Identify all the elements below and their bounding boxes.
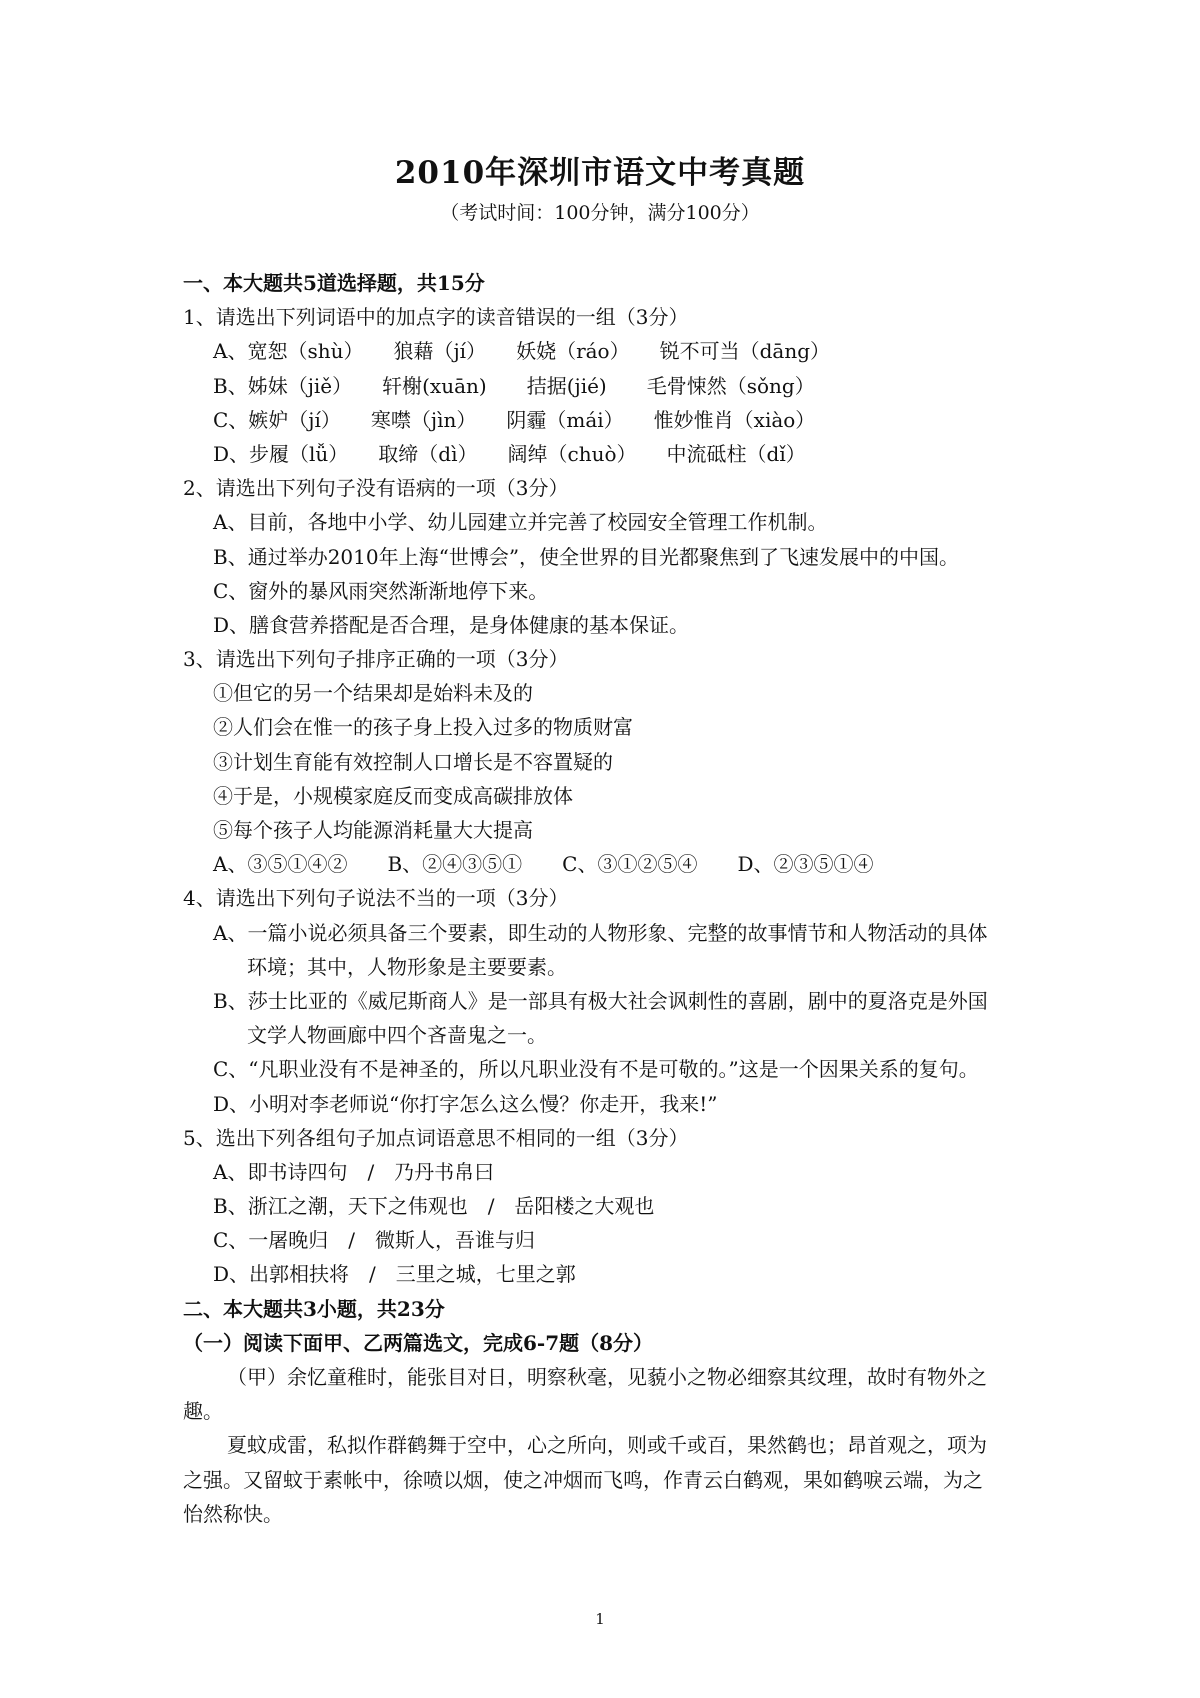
option-5b: B、浙江之潮，天下之伟观也 / 岳阳楼之大观也 xyxy=(213,1194,655,1219)
passage-para2-line3: 怡然称快。 xyxy=(183,1501,283,1526)
passage-para1-line2: 趣。 xyxy=(183,1399,223,1424)
passage-para1-line1: （甲）余忆童稚时，能张目对日，明察秋毫，见藐小之物必细察其纹理，故时有物外之 xyxy=(227,1365,987,1389)
passage-para2-line1: 夏蚊成雷，私拟作群鹤舞于空中，心之所向，则或千或百，果然鹤也；昂首观之，项为 xyxy=(227,1433,987,1458)
sentence-3-2: ②人们会在惟一的孩子身上投入过多的物质财富 xyxy=(213,715,633,740)
passage-para2-line2: 之强。又留蚊于素帐中，徐喷以烟，使之冲烟而飞鸣，作青云白鹤观，果如鹤唳云端，为之 xyxy=(183,1467,983,1492)
option-1a: A、宽恕（shù） 狼藉（jí） 妖娆（ráo） 锐不可当（dāng） xyxy=(213,339,831,364)
question-stem-3: 3、请选出下列句子排序正确的一项（3分） xyxy=(183,647,569,672)
sentence-3-3: ③计划生育能有效控制人口增长是不容置疑的 xyxy=(213,749,613,774)
option-1d: D、步履（lǚ） 取缔（dì） 阔绰（chuò） 中流砥柱（dǐ） xyxy=(213,441,806,466)
options-3: A、③⑤①④② B、②④③⑤① C、③①②⑤④ D、②③⑤①④ xyxy=(213,852,874,877)
exam-time-note: （考试时间：100分钟，满分100分） xyxy=(440,202,760,224)
option-4c: C、“凡职业没有不是神圣的，所以凡职业没有不是可敬的。”这是一个因果关系的复句。 xyxy=(213,1057,979,1082)
section-heading-1: 一、本大题共5道选择题，共15分 xyxy=(183,271,485,295)
subsection-heading-1: （一）阅读下面甲、乙两篇选文，完成6-7题（8分） xyxy=(183,1330,654,1355)
option-4a-line2: 环境；其中，人物形象是主要要素。 xyxy=(247,954,567,979)
option-2c: C、窗外的暴风雨突然渐渐地停下来。 xyxy=(213,578,549,603)
option-4b-line2: 文学人物画廊中四个吝啬鬼之一。 xyxy=(247,1023,547,1048)
option-5c: C、一屠晚归 / 微斯人，吾谁与归 xyxy=(213,1228,536,1253)
option-2a: A、目前，各地中小学、幼儿园建立并完善了校园安全管理工作机制。 xyxy=(213,510,828,535)
exam-body xyxy=(183,266,1033,1531)
section-heading-2: 二、本大题共3小题，共23分 xyxy=(183,1296,445,1321)
question-stem-2: 2、请选出下列句子没有语病的一项（3分） xyxy=(183,476,569,501)
sentence-3-5: ⑤每个孩子人均能源消耗量大大提高 xyxy=(213,818,533,842)
sentence-3-1: ①但它的另一个结果却是始料未及的 xyxy=(213,681,533,706)
page-title: 2010年深圳市语文中考真题 xyxy=(394,155,806,191)
option-2b: B、通过举办2010年上海“世博会”，使全世界的目光都聚焦到了飞速发展中的中国。 xyxy=(213,544,960,569)
option-4a-line1: A、一篇小说必须具备三个要素，即生动的人物形象、完整的故事情节和人物活动的具体 xyxy=(213,920,988,945)
question-stem-5: 5、选出下列各组句子加点词语意思不相同的一组（3分） xyxy=(183,1125,689,1150)
question-stem-1: 1、请选出下列词语中的加点字的读音错误的一组（3分） xyxy=(183,305,689,330)
sentence-3-4: ④于是，小规模家庭反而变成高碳排放体 xyxy=(213,783,573,808)
option-1c: C、嫉妒（jí） 寒噤（jìn） 阴霾（mái） 惟妙惟肖（xiào） xyxy=(213,407,816,432)
option-5a: A、即书诗四句 / 乃丹书帛曰 xyxy=(213,1159,495,1184)
option-4b-line1: B、莎士比亚的《威尼斯商人》是一部具有极大社会讽刺性的喜剧，剧中的夏洛克是外国 xyxy=(213,988,988,1013)
option-2d: D、膳食营养搭配是否合理，是身体健康的基本保证。 xyxy=(213,612,690,637)
page-number: 1 xyxy=(595,1610,605,1628)
question-stem-4: 4、请选出下列句子说法不当的一项（3分） xyxy=(183,886,569,911)
option-1b: B、姊妹（jiě） 轩榭(xuān) 拮据(jié) 毛骨悚然（sǒng） xyxy=(213,373,815,398)
option-4d: D、小明对李老师说“你打字怎么这么慢？你走开，我来!” xyxy=(213,1091,718,1116)
option-5d: D、出郭相扶将 / 三里之城，七里之郭 xyxy=(213,1262,576,1287)
